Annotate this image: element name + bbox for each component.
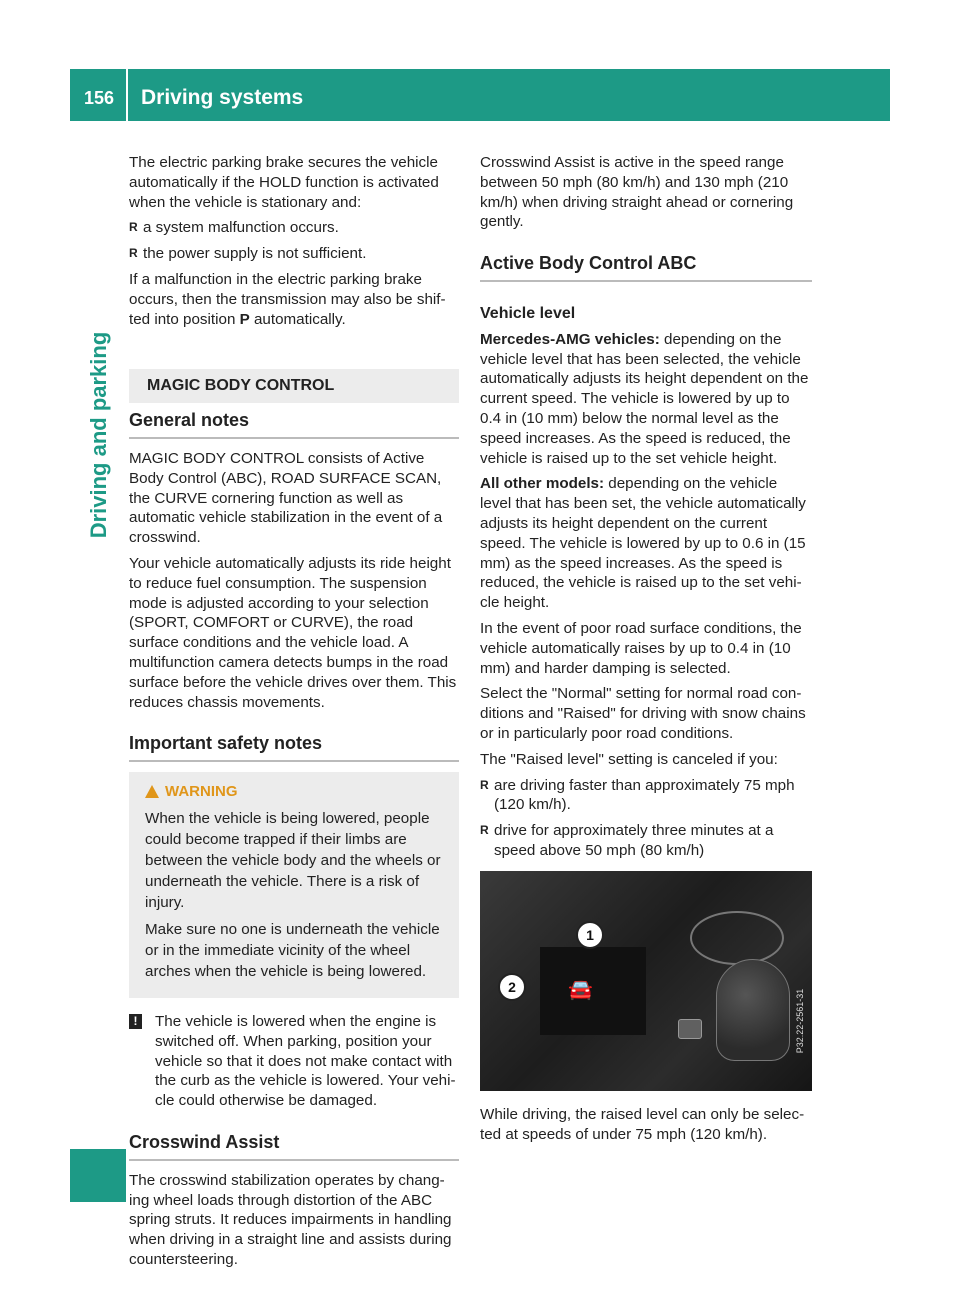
side-tab-marker <box>70 1149 126 1202</box>
controller-ring <box>690 911 784 965</box>
warning-title <box>145 782 451 802</box>
figure-ref <box>794 961 808 1081</box>
vehicle-level-heading: Vehicle level <box>480 304 576 322</box>
right-column <box>480 153 812 1150</box>
crosswind-paragraph: The crosswind stabilization operates by chang-ing wheel loads through distortion of the ABC spring struts. It reduces impairments in handling when driving in a straight line and assists during countersteering. <box>129 1171 452 1268</box>
malfunction-text-end: automatically. <box>249 310 346 328</box>
exclamation-icon: ! <box>129 1014 142 1029</box>
poor-road-paragraph: In the event of poor road surface conditions, the vehicle automatically raises by up to 0.4 in (10 mm) and harder damping is selected. <box>480 619 802 677</box>
general-notes-p2: Your vehicle automatically adjusts its ride height to reduce fuel consumption. The suspension mode is adjusted according to your selection (SPORT, COMFORT or CURVE), the road surface conditions and the vehicle load. A multifunction camera detects bumps in the road surface before the vehicle drives over them. This reduces chassis movements. <box>129 554 457 711</box>
malfunction-text: If a malfunction in the electric parking brake occurs, then the transmission may also be shif-ted into position <box>129 270 446 328</box>
parking-brake-intro: The electric parking brake secures the vehicle automatically if the HOLD function is activated when the vehicle is stationary and: <box>129 154 439 211</box>
callout-2-icon: 2 <box>498 973 526 1001</box>
button-callout-box <box>540 947 646 1035</box>
list-item: R are driving faster than approximately 75 mph (120 km/h). <box>480 776 812 816</box>
crosswind-heading: Crosswind Assist <box>129 1133 459 1161</box>
section-title-box: MAGIC BODY CONTROL <box>129 369 459 403</box>
crosswind-range: Crosswind Assist is active in the speed range between 50 mph (80 km/h) and 130 mph (210 km/h) when driving straight ahead or cornering gently. <box>480 154 794 231</box>
side-tab <box>74 300 124 570</box>
abc-heading: Active Body Control ABC <box>480 254 812 282</box>
general-notes-heading: General notes <box>129 411 459 439</box>
vehicle-level-button <box>678 1019 702 1039</box>
other-models-text: depending on the vehicle level that has been set, the vehicle automatically adjusts its height dependent on the current speed. The vehicle is lowered by up to 0.6 in (15 mm) as the speed increases. As the speed is reduced, the vehicle is raised up to the set vehi-cle height. <box>480 475 806 612</box>
left-column <box>129 153 459 1276</box>
figure-ref-code: P32.22-2561-31 <box>795 988 806 1053</box>
list-item: R drive for approximately three minutes at a speed above 50 mph (80 km/h) <box>480 821 812 861</box>
final-paragraph: While driving, the raised level can only be selec-ted at speeds of under 75 mph (120 km/h). <box>480 1105 805 1143</box>
amg-label: Mercedes-AMG vehicles: <box>480 330 660 348</box>
other-models-label: All other models: <box>480 475 605 493</box>
other-models-paragraph <box>480 474 812 613</box>
warning-box <box>129 772 459 998</box>
damage-note-text: The vehicle is lowered when the engine is switched off. When parking, position your vehicle so that it does not make contact with the curb as the vehicle is lowered. Your vehi-cle could otherwise be damaged. <box>155 1012 456 1110</box>
general-notes-p1: MAGIC BODY CONTROL consists of Active Body Control (ABC), ROAD SURFACE SCAN, the CURVE cornering function as well as automatic vehicle stabilization in the event of a crosswind. <box>129 449 443 547</box>
damage-note <box>129 1012 459 1111</box>
vehicle-level-icon: 🚘 <box>568 978 593 1001</box>
warning-p2: Make sure no one is underneath the vehicle or in the immediate vicinity of the wheel arches when the vehicle is being lowered. <box>145 920 440 980</box>
header-divider <box>126 69 128 121</box>
warning-label: WARNING <box>165 783 238 801</box>
warning-p1: When the vehicle is being lowered, people could become trapped if their limbs are between the vehicle body and the wheels or underneath the vehicle. There is a risk of injury. <box>145 809 441 911</box>
malfunction-paragraph <box>129 270 459 329</box>
raised-cancel-paragraph: The "Raised level" setting is canceled if you: <box>480 750 778 768</box>
select-normal-paragraph: Select the "Normal" setting for normal road con-ditions and "Raised" for driving with snow chains or in particularly poor road conditions. <box>480 685 806 742</box>
list-item: R a system malfunction occurs. <box>129 218 459 238</box>
amg-text: depending on the vehicle level that has been selected, the vehicle automatically adjusts its height dependent on the current speed. The vehicle is lowered by up to 0.4 in (10 mm) below the normal level as the speed increases. As the speed is reduced, the vehicle is raised up to the set vehicle height. <box>480 330 809 467</box>
list-item: R the power supply is not sufficient. <box>129 244 459 264</box>
safety-heading: Important safety notes <box>129 734 459 762</box>
page-number: 156 <box>84 88 115 108</box>
position-p: P <box>239 310 250 328</box>
callout-1-icon: 1 <box>576 921 604 949</box>
page-title: Driving systems <box>141 86 304 109</box>
amg-paragraph <box>480 330 812 469</box>
touchpad-controller <box>716 959 790 1061</box>
warning-icon <box>145 785 159 798</box>
center-console-photo <box>480 871 812 1091</box>
side-tab-label: Driving and parking <box>86 331 111 539</box>
